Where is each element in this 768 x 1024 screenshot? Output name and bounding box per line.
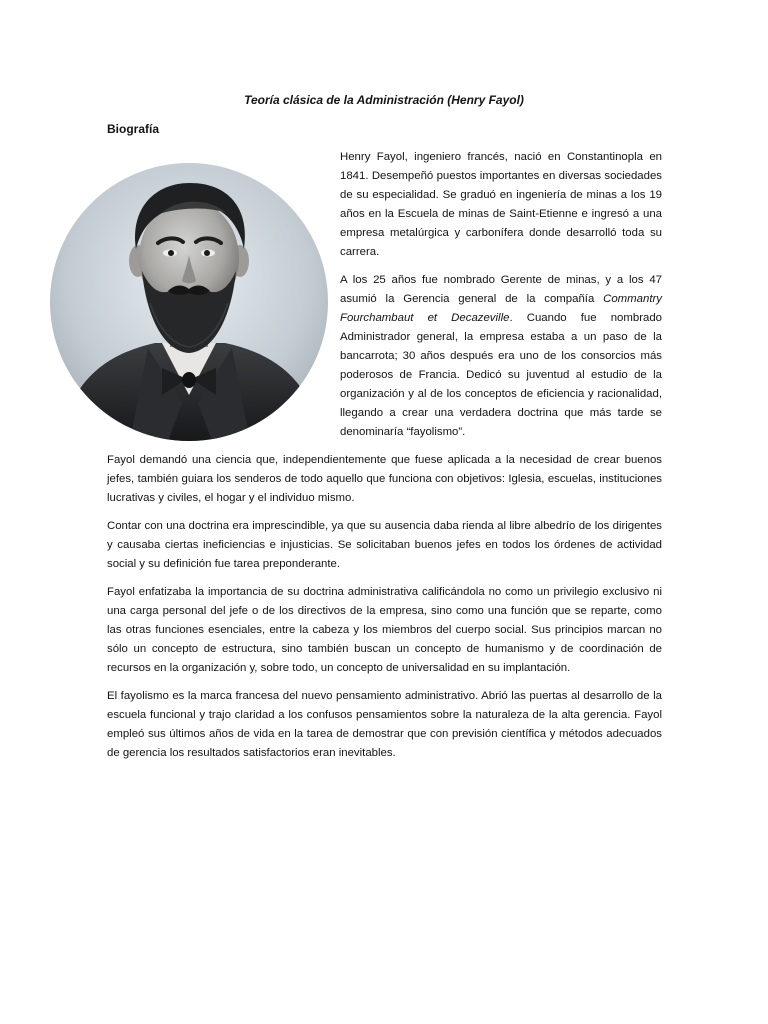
page-title: Teoría clásica de la Administración (Henry Fayol) xyxy=(244,93,524,107)
body-text xyxy=(107,451,662,772)
body-paragraph-3: Fayol enfatizaba la importancia de su doctrina administrativa calificándola no como un privilegio exclusivo ni una carga personal del jefe o de los directivos de la empresa, sino como una función que se reparte, como las otras funciones esenciales, entre la cabeza y los miembros del cuerpo social. Sus principios marcan no sólo un concepto de estructura, sino también buscan un concepto de humanismo y de coordinación de recursos en la organización y, sobre todo, un concepto de universalidad en su implantación. xyxy=(107,586,662,674)
body-paragraph-2: Contar con una doctrina era imprescindible, ya que su ausencia daba rienda al libre albedrío de los dirigentes y causaba ciertas ineficiencias e injusticias. Se solicitaban buenos jefes en todos los órdenes de actividad social y su definición fue tarea preponderante. xyxy=(107,520,662,570)
biography-side-text xyxy=(340,148,662,451)
body-paragraph-1: Fayol demandó una ciencia que, independientemente que fuese aplicada a la necesidad de crear buenos jefes, también guiara los senderos de todo aquello que funciona con objetivos: Iglesia, escuelas, instituciones lucrativas y civiles, el hogar y el individuo mismo. xyxy=(107,454,662,504)
body-paragraph-4: El fayolismo es la marca francesa del nuevo pensamiento administrativo. Abrió las puertas al desarrollo de la escuela funcional y trajo claridad a los confusos pensamientos sobre la naturaleza de la alta gerencia. Fayol empleó sus últimos años de vida en la tarea de demostrar que con previsión científica y métodos adecuados de gerencia los resultados satisfactorios eran inevitables. xyxy=(107,690,662,759)
paragraph-text-segment: A los 25 años fue nombrado Gerente de minas, y a los 47 asumió la Gerencia general de la compañía xyxy=(340,274,662,305)
paragraph-text-segment: . Cuando fue nombrado Administrador general, la empresa estaba a un paso de la bancarrota; 30 años después era uno de los consorcios más poderosos de Francia. Dedicó su juventud al estudio de la organización y al de los conceptos de eficiencia y racionalidad, llegando a crear una verdadera doctrina que más tarde se denominaría “fayolismo”. xyxy=(340,312,662,438)
biography-paragraph-1: Henry Fayol, ingeniero francés, nació en Constantinopla en 1841. Desempeñó puestos importantes en diversas sociedades de su especialidad. Se graduó en ingeniería de minas a los 19 años en la Escuela de minas de Saint-Etienne e ingresó a una empresa metalúrgica y carbonífera donde desarrolló toda su carrera. xyxy=(340,151,662,258)
biography-paragraph-2 xyxy=(340,271,662,442)
section-heading: Biografía xyxy=(107,122,160,136)
company-name: Commantry Fourchambaut et Decazeville xyxy=(340,293,662,324)
portrait-photo xyxy=(50,163,328,441)
